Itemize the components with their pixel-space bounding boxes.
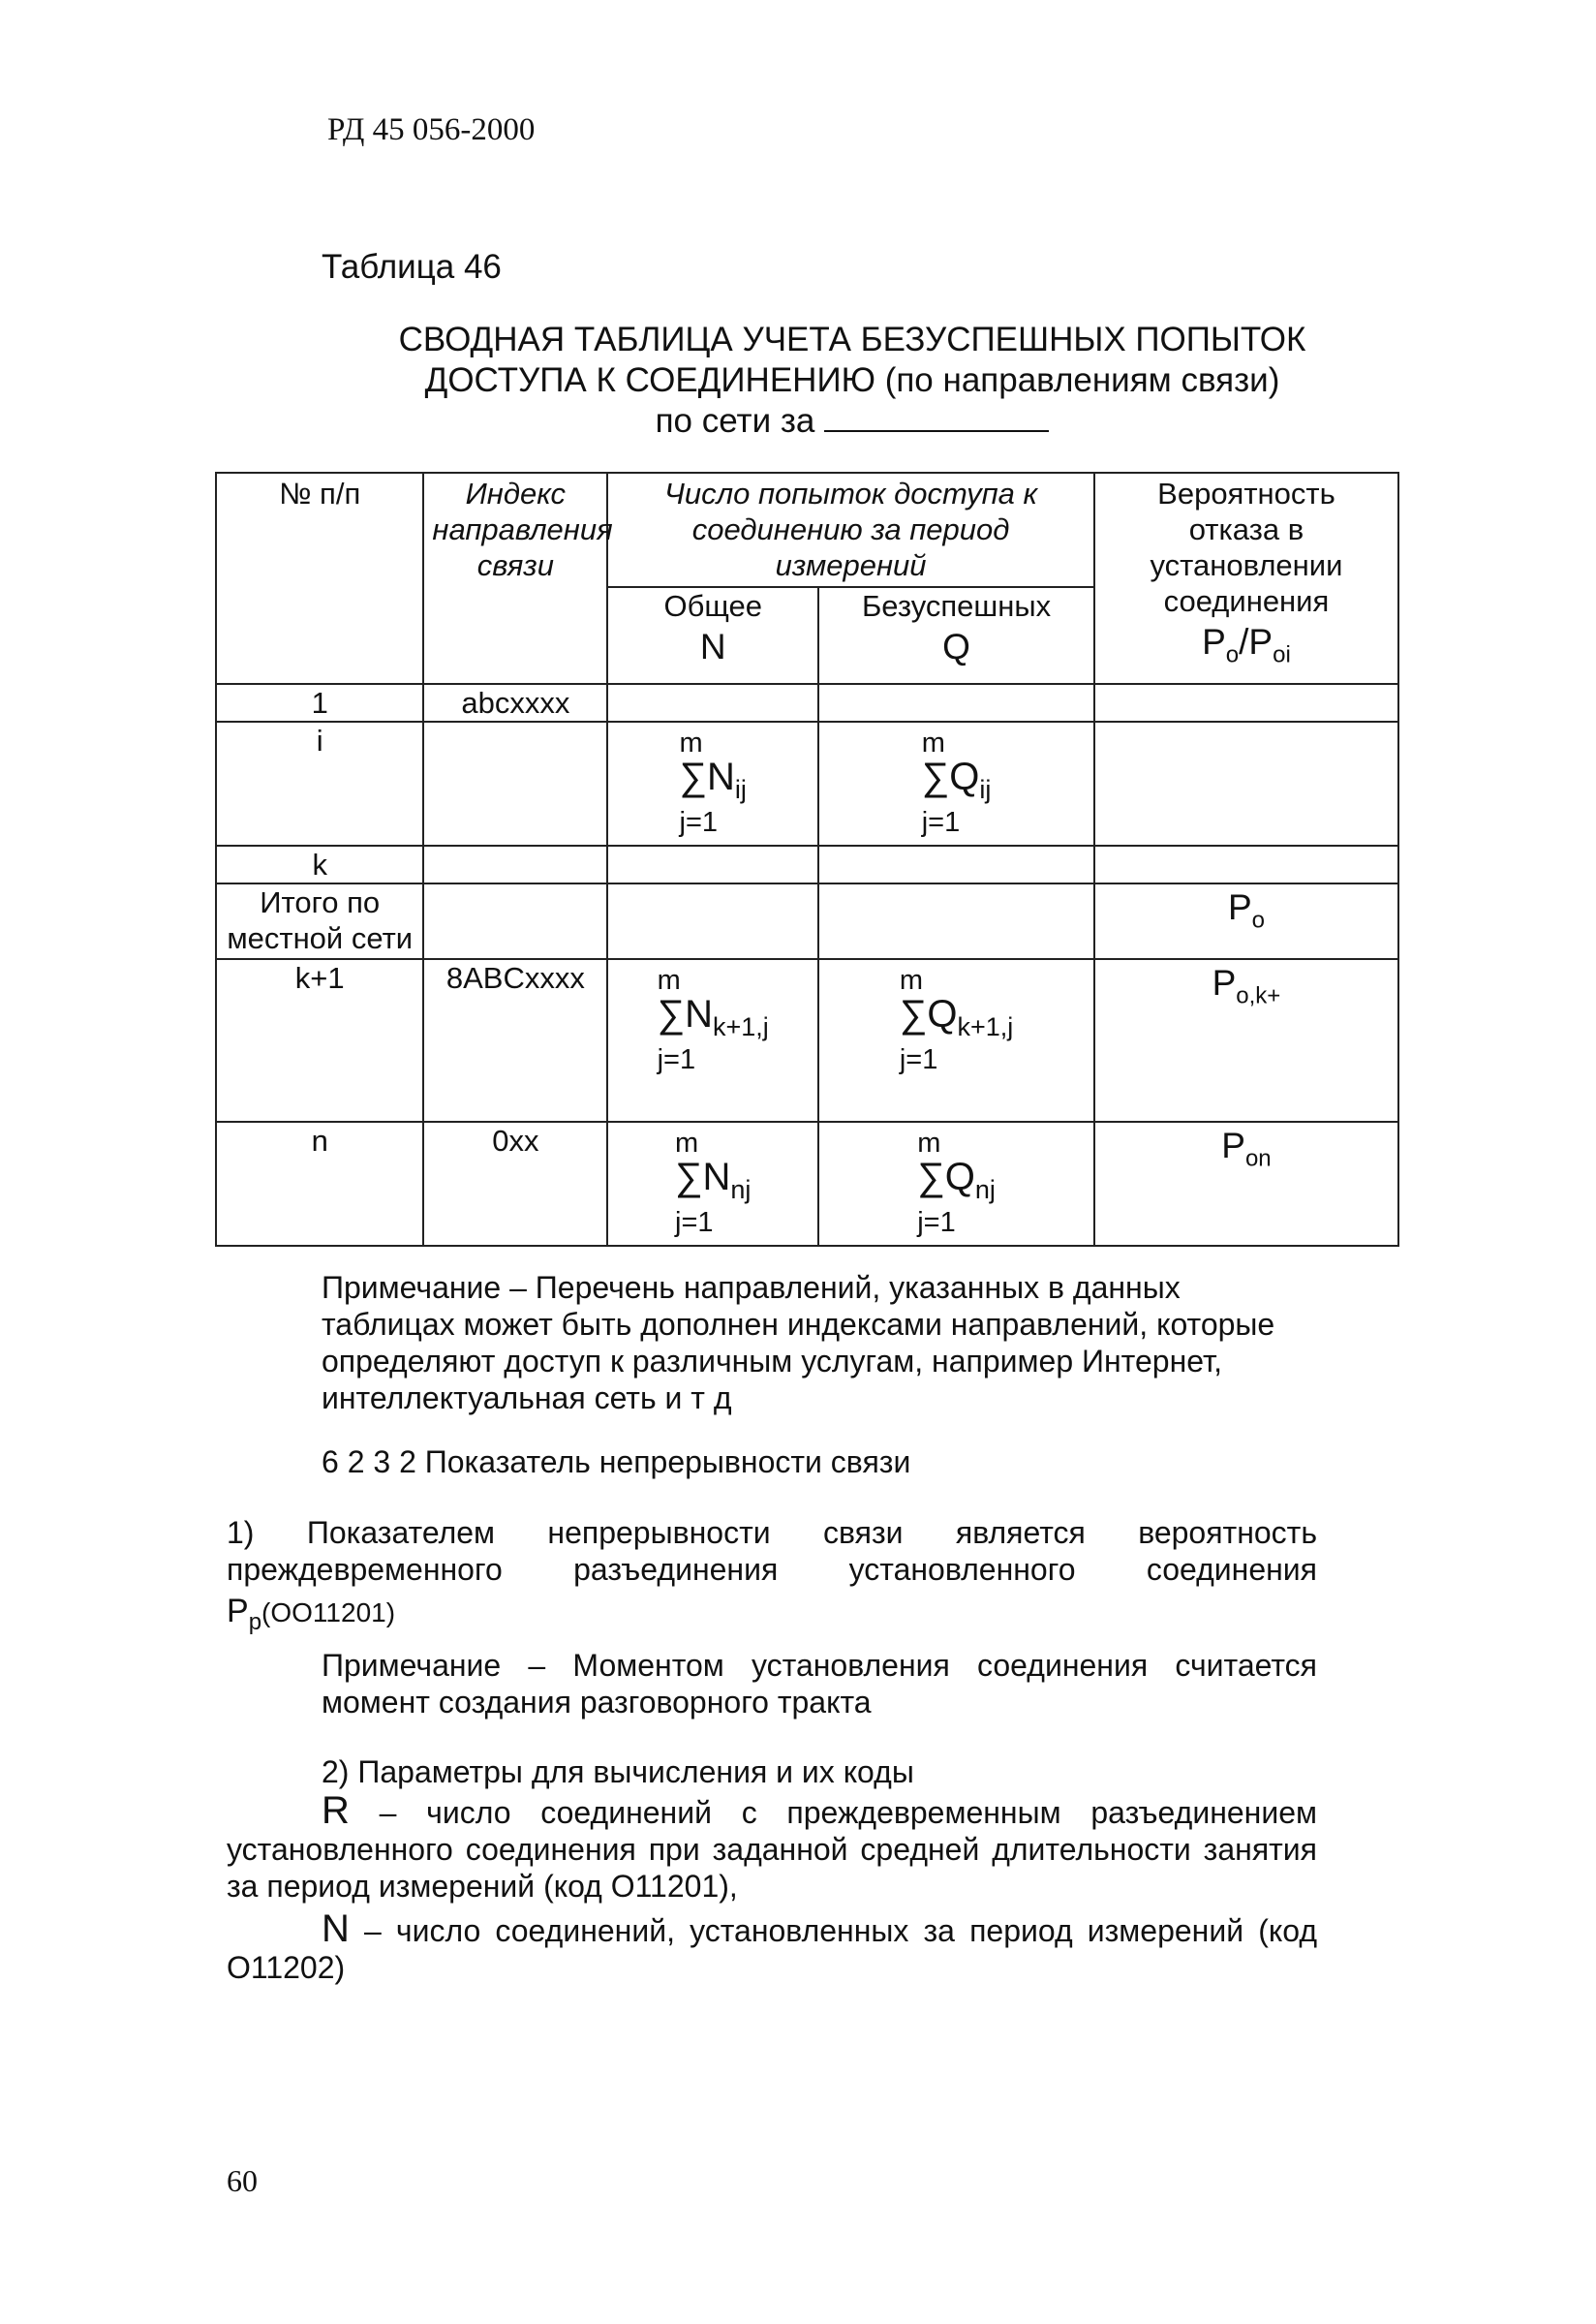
sum-upper: m — [675, 1128, 699, 1159]
row-k-num: k — [216, 846, 423, 883]
sum-subscript: nj — [974, 1175, 996, 1204]
sum-lower: j=1 — [899, 1044, 938, 1075]
row-i-index — [423, 722, 607, 846]
sum-formula: m $\sum N_{k+1,j}$ j=1 — [657, 965, 769, 1075]
row-i-failed — [818, 722, 1094, 846]
sum-subscript: ij — [979, 775, 992, 804]
header-failed — [818, 587, 1094, 684]
note-line: таблицах может быть дополнен индексами направлений, которые — [322, 1307, 1275, 1342]
row-i-probability — [1094, 722, 1398, 846]
row-k1-index: 8ABCxxxx — [423, 959, 607, 1122]
summary-table — [215, 472, 1399, 1247]
sum-lower: j=1 — [675, 1207, 714, 1238]
table-title-line-3 — [271, 401, 1433, 442]
page-number: 60 — [227, 2163, 258, 2198]
header-failed-label: Безуспешных — [861, 589, 1052, 623]
paragraph-1-line-1: 1) Показателем непрерывности связи является вероятность — [227, 1515, 1317, 1550]
row-k-total — [607, 846, 818, 883]
sum-lower: j=1 — [921, 807, 961, 838]
note-line: Примечание – Перечень направлений, указанных в данных — [322, 1270, 1181, 1305]
row-k1-probability: $P_{o,k+}$ — [1094, 959, 1398, 1122]
row-total-failed — [818, 883, 1094, 959]
header-total — [607, 587, 818, 684]
probability-symbol: $P_p(OO11201)$ — [227, 1593, 396, 1635]
sum-subscript: k+1,j — [957, 1012, 1014, 1041]
header-total-label: Общее — [663, 589, 762, 623]
row-n-num: n — [216, 1122, 423, 1246]
table-row — [216, 722, 1398, 846]
sum-subscript: nj — [730, 1175, 752, 1204]
row-i-total — [607, 722, 818, 846]
sum-upper: m — [679, 728, 703, 759]
table-note — [322, 1269, 1309, 1416]
row-n-failed — [818, 1122, 1094, 1246]
note-line: интеллектуальная сеть и т д — [322, 1380, 732, 1415]
header-failed-symbol: Q — [942, 627, 970, 666]
note-2-line-1: Примечание – Моментом установления соединения считается — [322, 1648, 1317, 1683]
row-k1-num: k+1 — [216, 959, 423, 1122]
header-probability-formula: $P_o/P_{oi}$ — [1202, 622, 1291, 668]
parameter-code: (OO11201) — [261, 1597, 396, 1627]
n-definition-line-2: О11202) — [227, 1950, 346, 1985]
table-row — [216, 1122, 1398, 1246]
r-definition-line-3: за период измерений (код О11201), — [227, 1869, 738, 1904]
sum-formula: m $\sum Q_{k+1,j}$ j=1 — [899, 965, 1014, 1075]
row-total-index — [423, 883, 607, 959]
header-probability — [1094, 473, 1398, 684]
row-k1-failed — [818, 959, 1094, 1122]
table-row — [216, 959, 1398, 1122]
sum-formula: m $\sum N_{nj}$ j=1 — [675, 1128, 752, 1238]
table-row — [216, 846, 1398, 883]
n-definition-line-1: N – число соединений, установленных за период измерений (код — [322, 1907, 1317, 1950]
row-total-total — [607, 883, 818, 959]
row-k-failed — [818, 846, 1094, 883]
n-letter: N — [322, 1907, 350, 1950]
document-code: РД 45 056-2000 — [327, 112, 536, 147]
sum-upper: m — [917, 1128, 941, 1159]
table-row — [216, 684, 1398, 722]
sum-formula: m $\sum Q_{ij}$ j=1 — [921, 728, 992, 838]
row-n-total — [607, 1122, 818, 1246]
r-definition-line-1: R – число соединений с преждевременным разъединением — [322, 1789, 1317, 1832]
row-i-num: i — [216, 722, 423, 846]
period-blank-line — [824, 403, 1049, 432]
row-total-probability: $P_o$ — [1094, 883, 1398, 959]
header-index: Индекс направления связи — [423, 473, 607, 684]
note-2-line-2: момент создания разговорного тракта — [322, 1685, 872, 1720]
sum-formula: m $\sum N_{ij}$ j=1 — [679, 728, 747, 838]
section-heading: 6 2 3 2 Показатель непрерывности связи — [322, 1444, 911, 1479]
title-period-label: по сети за — [655, 402, 815, 440]
row-k-probability — [1094, 846, 1398, 883]
row-1-probability — [1094, 684, 1398, 722]
note-line: определяют доступ к различным услугам, например Интернет, — [322, 1344, 1222, 1379]
sum-formula: m $\sum Q_{nj}$ j=1 — [917, 1128, 996, 1238]
row-k1-total — [607, 959, 818, 1122]
sum-upper: m — [921, 728, 945, 759]
table-number: Таблица 46 — [322, 248, 502, 286]
sum-sign: ∑ — [917, 1156, 945, 1198]
table-title-line-1: СВОДНАЯ ТАБЛИЦА УЧЕТА БЕЗУСПЕШНЫХ ПОПЫТОК — [398, 321, 1306, 358]
sum-upper: m — [899, 965, 923, 996]
row-1-total — [607, 684, 818, 722]
sum-upper: m — [657, 965, 681, 996]
r-letter: R — [322, 1789, 350, 1832]
paragraph-2-heading: 2) Параметры для вычисления и их коды — [322, 1754, 914, 1789]
sum-lower: j=1 — [657, 1044, 696, 1075]
sum-subscript: k+1,j — [713, 1012, 769, 1041]
row-1-failed — [818, 684, 1094, 722]
sum-subscript: ij — [734, 775, 747, 804]
table-row — [216, 883, 1398, 959]
header-row — [216, 473, 1398, 587]
header-total-symbol: N — [699, 627, 726, 666]
row-1-num: 1 — [216, 684, 423, 722]
sum-sign: ∑ — [675, 1156, 703, 1198]
sum-lower: j=1 — [917, 1207, 956, 1238]
sum-sign: ∑ — [921, 756, 950, 798]
row-total-label: Итого по местной сети — [216, 883, 423, 959]
row-k-index — [423, 846, 607, 883]
row-1-index: abcxxxx — [423, 684, 607, 722]
table-title-line-2: ДОСТУПА К СОЕДИНЕНИЮ (по направлениям связи) — [424, 361, 1280, 399]
sum-sign: ∑ — [657, 993, 686, 1036]
r-definition-line-2: установленного соединения при заданной средней длительности занятия — [227, 1832, 1317, 1867]
sum-sign: ∑ — [679, 756, 708, 798]
header-probability-label: Вероятность отказа в установлении соединения — [1150, 477, 1343, 618]
header-num: № п/п — [216, 473, 423, 684]
header-attempts: Число попыток доступа к соединению за период измерений — [607, 473, 1094, 587]
sum-sign: ∑ — [899, 993, 928, 1036]
sum-lower: j=1 — [679, 807, 719, 838]
row-n-probability: $P_{on}$ — [1094, 1122, 1398, 1246]
row-n-index: 0xx — [423, 1122, 607, 1246]
paragraph-1-line-2: преждевременного разъединения установленного соединения — [227, 1552, 1317, 1587]
